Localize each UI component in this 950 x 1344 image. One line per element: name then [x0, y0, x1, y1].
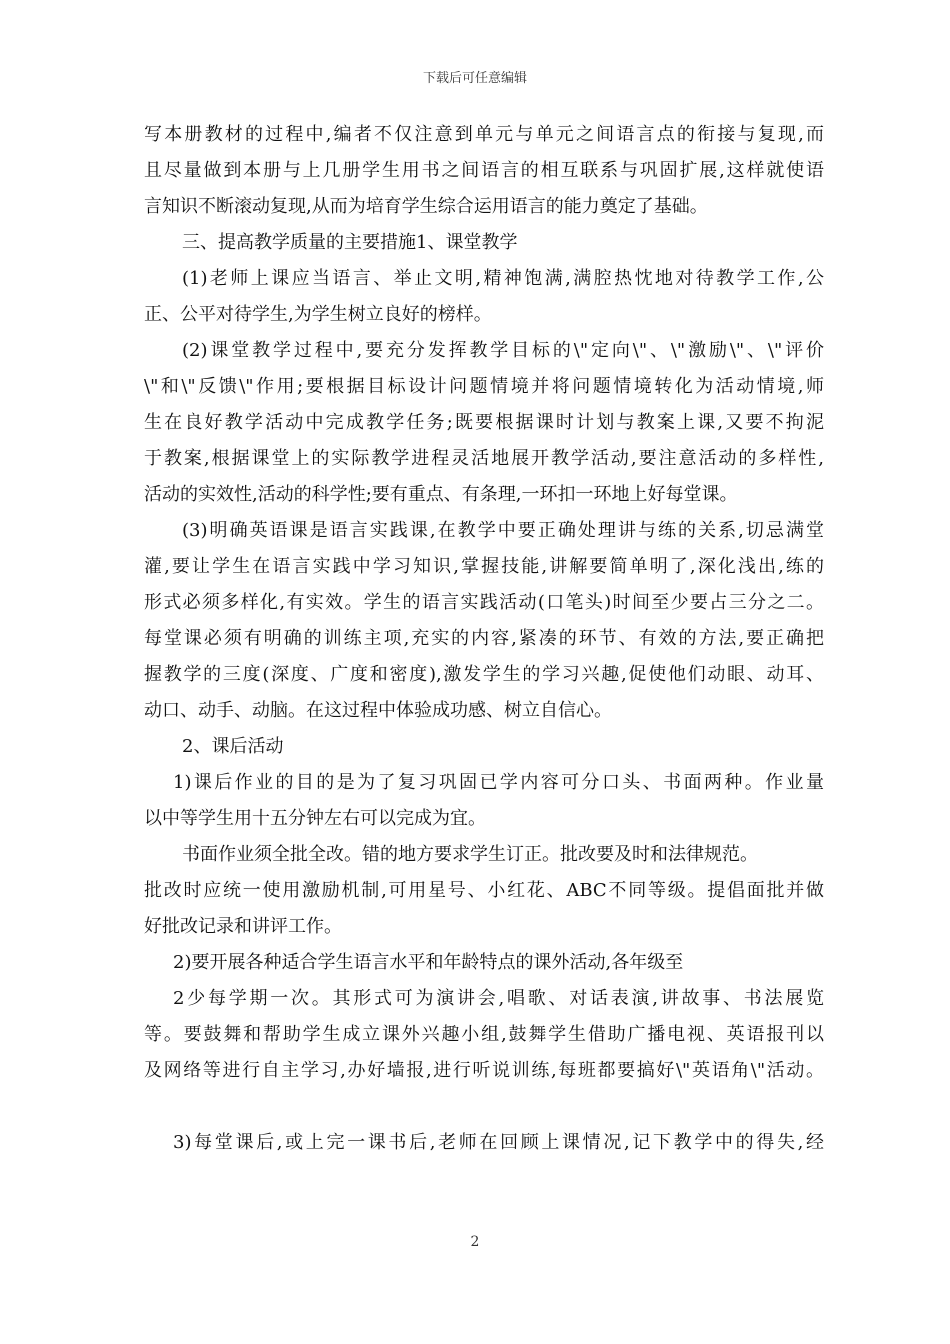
section-heading: 三、提高教学质量的主要措施1、课堂教学	[182, 232, 518, 253]
body-line: 1)课后作业的目的是为了复习巩固已学内容可分口头、书面两种。作业量	[173, 772, 824, 793]
body-line: 灌,要让学生在语言实践中学习知识,掌握技能,讲解要简单明了,深化浅出,练的	[144, 556, 824, 577]
body-line: 形式必须多样化,有实效。学生的语言实践活动(口笔头)时间至少要占三分之二。	[144, 592, 824, 613]
document-body	[144, 124, 824, 1168]
body-line: 且尽量做到本册与上几册学生用书之间语言的相互联系与巩固扩展,这样就使语	[144, 160, 824, 181]
body-line: 2少每学期一次。其形式可为演讲会,唱歌、对话表演,讲故事、书法展览	[173, 988, 824, 1009]
body-line: 每堂课必须有明确的训练主项,充实的内容,紧凑的环节、有效的方法,要正确把	[144, 628, 824, 649]
body-line: 正、公平对待学生,为学生树立良好的榜样。	[144, 304, 492, 325]
body-line: (2)课堂教学过程中,要充分发挥教学目标的\"定向\"、\"激励\"、\"评价	[182, 340, 824, 361]
body-line: 等。要鼓舞和帮助学生成立课外兴趣小组,鼓舞学生借助广播电视、英语报刊以	[144, 1024, 824, 1045]
body-line: \"和\"反馈\"作用;要根据目标设计问题情境并将问题情境转化为活动情境,师	[144, 376, 824, 397]
section-heading: 2、课后活动	[182, 736, 284, 757]
body-line: (3)明确英语课是语言实践课,在教学中要正确处理讲与练的关系,切忌满堂	[182, 520, 824, 541]
body-line: 3)每堂课后,或上完一课书后,老师在回顾上课情况,记下教学中的得失,经	[173, 1132, 824, 1153]
body-line: 2)要开展各种适合学生语言水平和年龄特点的课外活动,各年级至	[173, 952, 684, 973]
body-line: 活动的实效性,活动的科学性;要有重点、有条理,一环扣一环地上好每堂课。	[144, 484, 738, 505]
paragraph-gap	[144, 1096, 824, 1132]
body-line: 言知识不断滚动复现,从而为培育学生综合运用语言的能力奠定了基础。	[144, 196, 708, 217]
body-line: 书面作业须全批全改。错的地方要求学生订正。批改要及时和法律规范。	[182, 844, 758, 865]
body-line: 握教学的三度(深度、广度和密度),激发学生的学习兴趣,促使他们动眼、动耳、	[144, 664, 824, 685]
page-number: 2	[470, 1234, 480, 1250]
body-line: (1)老师上课应当语言、举止文明,精神饱满,满腔热忱地对待教学工作,公	[182, 268, 824, 289]
body-line: 动口、动手、动脑。在这过程中体验成功感、树立自信心。	[144, 700, 612, 721]
body-line: 于教案,根据课堂上的实际教学进程灵活地展开教学活动,要注意活动的多样性,	[144, 448, 824, 469]
body-line: 生在良好教学活动中完成教学任务;既要根据课时计划与教案上课,又要不拘泥	[144, 412, 824, 433]
page-header: 下载后可任意编辑	[422, 71, 527, 86]
body-line: 批改时应统一使用激励机制,可用星号、小红花、ABC不同等级。提倡面批并做	[144, 880, 824, 901]
body-line: 以中等学生用十五分钟左右可以完成为宜。	[144, 808, 486, 829]
body-line: 写本册教材的过程中,编者不仅注意到单元与单元之间语言点的衔接与复现,而	[144, 124, 824, 145]
body-line: 及网络等进行自主学习,办好墙报,进行听说训练,每班都要搞好\"英语角\"活动。	[144, 1060, 824, 1081]
body-line: 好批改记录和讲评工作。	[144, 916, 342, 937]
